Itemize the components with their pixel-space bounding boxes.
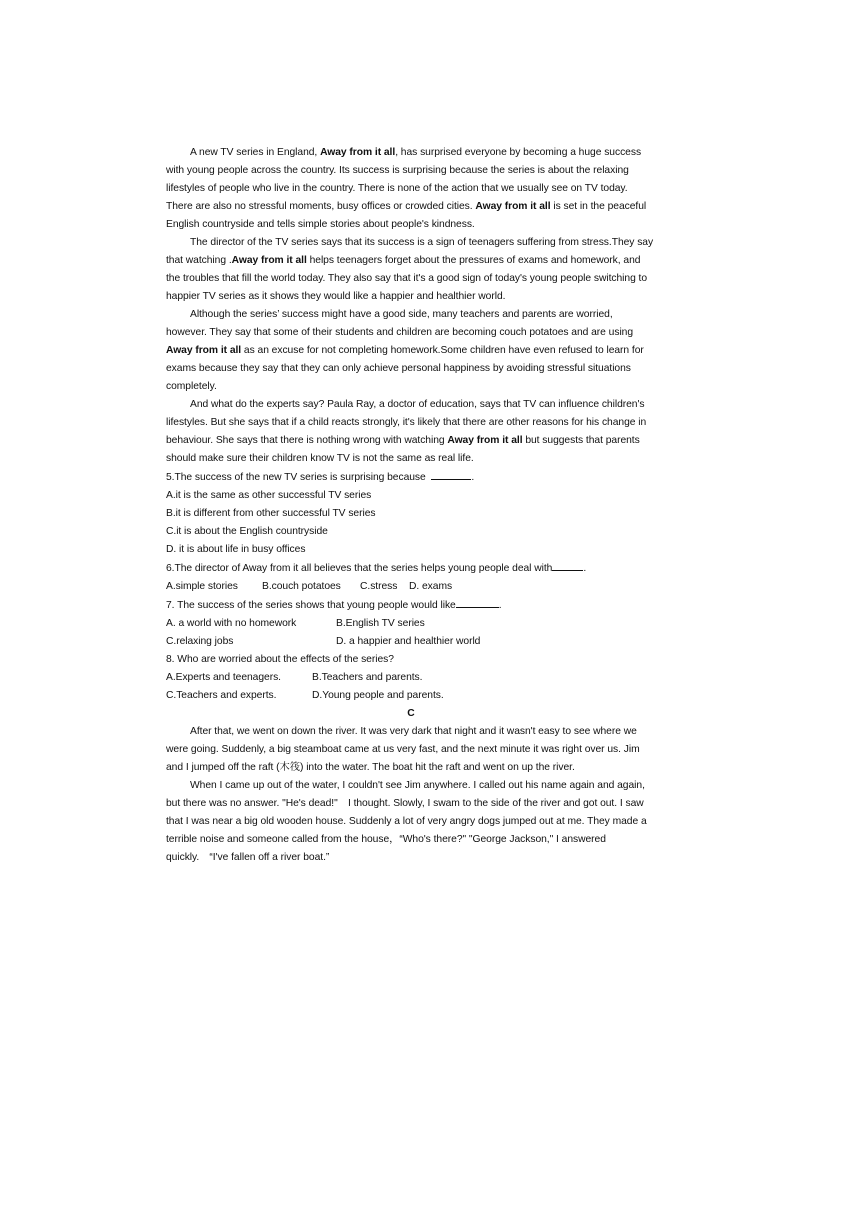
series-title-bold: Away from it all <box>320 147 396 158</box>
question-stem-text: 7. The success of the series shows that young people would like <box>166 600 456 611</box>
question-5-option-c: C.it is about the English countryside <box>166 526 328 537</box>
text-span: The director of the TV series says that its success is a sign of teenagers suffering from stress.They say that watching . <box>166 237 654 266</box>
question-8-options-row-2 <box>166 687 656 705</box>
question-8-options-row-1 <box>166 669 656 687</box>
question-stem-text: 5.The success of the new TV series is surprising because <box>166 472 426 483</box>
question-8-option-b: B.Teachers and parents. <box>312 672 423 683</box>
question-7-option-b: B.English TV series <box>336 618 425 629</box>
passage-b-paragraph-1 <box>166 144 656 234</box>
question-7-option-d: D. a happier and healthier world <box>336 636 481 647</box>
question-6-options <box>166 578 656 596</box>
question-8-stem: 8. Who are worried about the effects of the series? <box>166 654 394 665</box>
series-title-bold: Away from it all <box>231 255 307 266</box>
question-7-stem <box>166 596 656 615</box>
text-span: helps teenagers forget about the pressures of exams and homework, and the troubles that fill the world today. They also say that it's a good sign of today's young people switching to happier TV series as it shows they would like a happier and healthier world. <box>166 255 648 302</box>
text-span: but suggests that parents should make sure their children know TV is not the same as real life. <box>166 435 640 464</box>
question-7-option-a: A. a world with no homework <box>166 618 297 629</box>
question-6-stem <box>166 559 656 578</box>
question-6-option-b: B.couch potatoes <box>262 581 341 592</box>
answer-blank <box>456 596 499 608</box>
text-span: And what do the experts say? Paula Ray, a doctor of education, says that TV can influence children's lifestyles. But she says that if a child reacts strongly, it's likely that there are other reasons for his change in behaviour. She says that there is nothing wrong with watching <box>166 399 647 446</box>
question-5-option-b: B.it is different from other successful TV series <box>166 508 376 519</box>
question-8-option-d: D.Young people and parents. <box>312 690 444 701</box>
question-7-options-row-2 <box>166 633 656 651</box>
question-7-options-row-1 <box>166 615 656 633</box>
question-8-option-a: A.Experts and teenagers. <box>166 672 281 683</box>
series-title-bold: Away from it all <box>475 201 551 212</box>
passage-c-paragraph-1: After that, we went on down the river. It was very dark that night and it wasn't easy to see where we were going. Suddenly, a big steamboat came at us very fast, and the next minute it was right over us. Jim and I jumped off the raft (木筏) into the water. The boat hit the raft and went on up the river. <box>166 726 640 773</box>
text-span: Although the series’ success might have a good side, many teachers and parents are worried, however. They say that some of their students and children are becoming couch potatoes and are using <box>166 309 634 338</box>
question-8-option-c: C.Teachers and experts. <box>166 690 277 701</box>
series-title-bold: Away from it all <box>447 435 523 446</box>
question-5-option-a: A.it is the same as other successful TV series <box>166 490 372 501</box>
question-end: . <box>583 563 587 574</box>
question-6-option-c: C.stress <box>360 581 398 592</box>
question-end: . <box>498 600 502 611</box>
question-6-option-a: A.simple stories <box>166 581 238 592</box>
answer-blank <box>431 468 471 480</box>
text-span: is set in the peaceful English countryside and tells simple stories about people's kindness. <box>166 201 647 230</box>
passage-b-paragraph-3 <box>166 306 656 396</box>
passage-c-heading: C <box>407 708 415 719</box>
passage-b-paragraph-2 <box>166 234 656 306</box>
passage-c-paragraph-2: When I came up out of the water, I couldn't see Jim anywhere. I called out his name again and again, but there was no answer. "He's dead!" I thought. Slowly, I swam to the side of the river and got out. I saw that I was near a big old wooden house. Suddenly a lot of very angry dogs jumped out at me. They made a terrible noise and someone called from the house，“Who's there?" "George Jackson," I answered quickly. “I've fallen off a river boat.” <box>166 780 647 863</box>
question-5-option-d: D. it is about life in busy offices <box>166 544 306 555</box>
answer-blank <box>552 559 583 571</box>
text-span: , has surprised everyone by becoming a huge success with young people across the country. Its success is surprising because the series is about the relaxing lifestyles of people who live in the country. There is none of the action that we usually see on TV today. There are also no stressful moments, busy offices or crowded cities. <box>166 147 642 212</box>
question-6-option-d: D. exams <box>409 581 453 592</box>
passage-b-paragraph-4 <box>166 396 656 468</box>
question-5-stem <box>166 468 656 487</box>
text-span: A new TV series in England, <box>190 147 321 158</box>
document-page <box>166 144 656 867</box>
text-span: as an excuse for not completing homework.Some children have even refused to learn for exams because they say that they can only achieve personal happiness by avoiding stressful situations completely. <box>166 345 644 392</box>
question-end: . <box>471 472 475 483</box>
question-stem-text: 6.The director of Away from it all believes that the series helps young people deal with <box>166 563 553 574</box>
series-title-bold: Away from it all <box>166 345 242 356</box>
question-7-option-c: C.relaxing jobs <box>166 636 234 647</box>
